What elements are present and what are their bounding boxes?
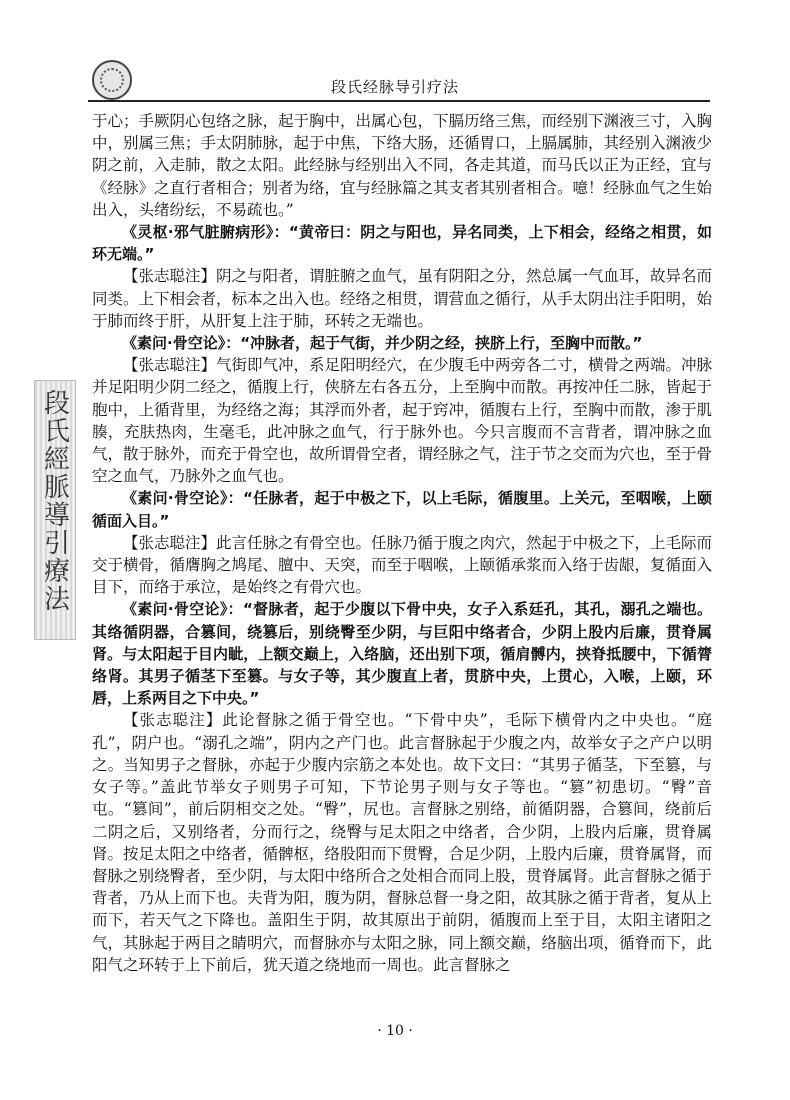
side-seal-band [34,380,76,640]
running-header-title: 段氏经脉导引疗法 [330,78,459,96]
commentary-paragraph: 【张志聪注】此言任脉之有骨空也。任脉乃循于腹之肉穴，然起于中极之下，上毛际而交于横骨，循膺胸之鸠尾、膻中、天突，而至于咽喉，上颐循承浆而入络于齿龈，复循面入目下，而络于承泣，是始终之有骨穴也。 [92,533,713,597]
commentary-paragraph: 【张志聪注】此论督脉之循于骨空也。“下骨中央”，毛际下横骨内之中央也。“庭孔”，阴户也。“溺孔之端”，阴内之产门也。此言督脉起于少腹之内，故举女子之产户以明之。当知男子之督脉，亦起于少腹内宗筋之本处也。故下文曰：“其男子循茎，下至篡，与女子等。”盖此节举女子则男子可知，下节论男子则与女子等也。“篡”初患切。“臀”音屯。“篡间”，前后阴相交之处。“臀”，尻也。言督脉之别络，前循阴器，合篡间，绕前后二阴之后，又别络者，分而行之，绕臀与足太阳之中络者，合少阴，上股内后廉，贯脊属肾。按足太阳之中络者，循髀枢，络股阳而下贯臀，合足少阴，上股内后廉，贯脊属肾，而督脉之别绕臀者，至少阴，与太阳中络所合之处相合而同上股，贯脊属肾。此言督脉之循于背者，乃从上而下也。夫背为阳，腹为阴，督脉总督一身之阳，故其脉之循于背者，复从上而下，若天气之下降也。盖阳生于阴，故其原出于前阴，循腹而上至于目，太阳主诸阳之气，其脉起于两目之睛明穴，而督脉亦与太阳之脉，同上额交巅，络脑出项，循脊而下，此阳气之环转于上下前后，犹天道之绕地而一周也。此言督脉之 [92,711,713,974]
header-rule [88,100,710,102]
page-body [92,110,712,976]
side-seal-text: 段氏經脈導引療法 [39,389,70,613]
classic-quote: 《素问·骨空论》：“冲脉者，起于气街，并少阴之经，挟脐上行，至胸中而散。” [122,334,643,353]
commentary-paragraph: 【张志聪注】气街即气冲，系足阳明经穴，在少腹毛中两旁各二寸，横骨之两端。冲脉并足阳明少阴二经之，循腹上行，侠脐左右各五分，上至胸中而散。再按冲任二脉，皆起于胞中，上循背里，为经络之海；其浮而外者，起于窍冲，循腹右上行，至胸中而散，渗于肌腠，充肤热肉，生毫毛，此冲脉之血气，行于脉外也。今只言腹而不言背者，谓冲脉之血气，散于脉外，而充于骨空也，故所谓骨空者，谓经脉之气，注于节之交而为穴也，至于骨空之血气，乃脉外之血气也。 [92,356,713,486]
classic-quote: 《素问·骨空论》：“任脉者，起于中极之下，以上毛际，循腹里。上关元，至咽喉，上颐循面入目。” [92,489,712,530]
paragraph-continuation: 于心；手厥阴心包络之脉，起于胸中，出属心包，下膈历络三焦，而经别下渊液三寸，入胸中，别属三焦；手太阴肺脉，起于中焦，下络大肠，还循胃口，上膈属肺，其经别入渊液少阴之前，入走肺，散之太阳。此经脉与经别出入不同，各走其道，而马氏以正为正经，宜与《经脉》之直行者相合；别者为络，宜与经脉篇之其支者其别者相合。噫！经脉血气之生始出入，头绪纷纭，不易疏也。” [92,112,713,219]
commentary-paragraph: 【张志聪注】阴之与阳者，谓脏腑之血气，虽有阴阳之分，然总属一气血耳，故异名而同类。上下相会者，标本之出入也。经络之相贯，谓营血之循行，从手太阴出注手阳明，始于肺而终于肝，从肝复上注于肺，环转之无端也。 [92,267,713,330]
classic-quote: 《素问·骨空论》：“督脉者，起于少腹以下骨中央，女子入系廷孔，其孔，溺孔之端也。其络循阴器，合篡间，绕篡后，别绕臀至少阴，与巨阳中络者合，少阴上股内后廉，贯脊属肾。与太阳起于目内眦，上额交巅上，入络脑，还出别下项，循肩髆内，挟脊抵腰中，下循膂络肾。其男子循茎下至篡。与女子等，其少腹直上者，贯脐中央，上贯心，入喉，上颐，环唇，上系两目之下中央。” [92,600,712,708]
page-number: · 10 · [377,1023,413,1039]
classic-quote: 《灵枢·邪气脏腑病形》：“黄帝曰：阴之与阳也，异名同类，上下相会，经络之相贯，如环无端。” [92,223,712,264]
